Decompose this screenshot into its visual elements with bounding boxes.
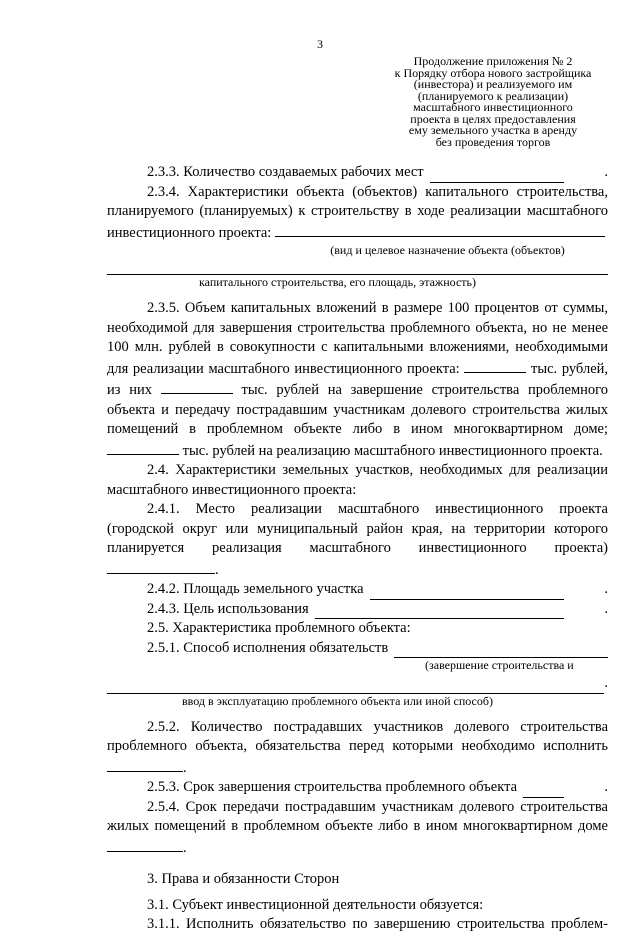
clause-text: 2.5.1. Способ исполнения обязательств [147,639,389,656]
field-caption: (вид и целевое назначение объекта (объектов) [330,243,565,257]
clause-text: тыс. рублей на реализацию масштабного инвестиционного проекта. [182,442,603,459]
clause-2-4-1: 2.4.1. Место реализации масштабного инвестиционного проекта (городской округ или муниципальный район края, на территории которого планируется реализация масштабного инвестиционного проекта) . [107,501,608,578]
header-line: (инвестора) и реализуемого им [413,77,573,91]
blank-row: . [107,674,608,694]
blank-line [430,168,565,183]
blank-line [107,757,183,772]
clause-text: 2.4.1. Место реализации масштабного инвестиционного проекта (городской округ или муниципальный район края, на территории которого планируется реализация масштабного инвестиционного проекта) [107,501,608,556]
blank-line [107,440,179,455]
blank-line [315,604,565,619]
header-line: (планируемого к реализации) [417,88,569,103]
blank-line [107,261,608,275]
blank-line [370,585,565,600]
blank-line [107,837,183,852]
clause-2-5-3: 2.5.3. Срок завершения строительства проблемного объекта . [107,778,608,798]
clause-text: 2.5.2. Количество пострадавших участников долевого строительства проблемного объекта, обязательства перед которыми необходимо исполнить [107,718,608,754]
blank-line [394,643,608,658]
section-3-title: 3. Права и обязанности Сторон [147,871,340,887]
field-caption: ввод в эксплуатацию проблемного объекта или иной способ) [182,693,493,708]
blank-line [107,559,215,574]
clause-text: 2.5.3. Срок завершения строительства проблемного объекта [147,779,518,795]
blank-line [464,358,526,373]
header-line: к Порядку отбора нового застройщика [394,65,592,80]
clause-text: 2.4.3. Цель использования [147,600,309,617]
clause-text: 2.5.4. Срок передачи пострадавшим участникам долевого строительства жилых помещений в проблемном объекте либо в ином многоквартирном доме [107,798,608,834]
field-caption: (завершение строительства и [425,658,574,672]
clause-3-1: 3.1. Субъект инвестиционной деятельности обязуется: [147,896,484,913]
clause-2-3-5 [107,299,608,461]
document-body [107,163,608,935]
clause-2-3-3: 2.3.3. Количество создаваемых рабочих мест . [107,163,608,183]
clause-3-1-1: 3.1.1. Исполнить обязательство по завершению строительства проблем- [147,916,608,932]
clause-text: тыс. рублей на завершение строительства проблемного объекта и передачу пострадавшим участникам долевого строительства жилых помещений в проблемном объекте либо в ином многоквартирном доме; [107,382,608,437]
header-line: проекта в целях предоставления [410,111,576,126]
header-line: Продолжение приложения № 2 [413,54,573,68]
clause-text: 2.4.2. Площадь земельного участка [147,581,364,597]
header-line: масштабного инвестиционного [413,100,573,114]
clause-text: тыс. рублей, из них [107,360,609,398]
clause-text: 2.3.4. Характеристики объекта (объектов) капитального строительства, планируемого (планируемых) к строительству в ходе реализации масштабного инвестиционного проекта: [107,183,608,241]
clause-2-4-3: 2.4.3. Цель использования . [107,600,608,620]
header-line: без проведения торгов [435,134,551,149]
clause-text: 2.3.5. Объем капитальных вложений в размере 100 процентов от суммы, необходимой для завершения строительства проблемного объекта, но не менее 100 млн. рублей в совокупности с капитальными вложениями, необходимыми для реализации масштабного инвестиционного проекта: [107,300,608,377]
clause-2-5-4: 2.5.4. Срок передачи пострадавшим участникам долевого строительства жилых помещений в проблемном объекте либо в ином многоквартирном доме . [107,798,608,856]
blank-line [523,783,564,798]
clause-2-3-4 [107,183,608,244]
clause-2-5: 2.5. Характеристика проблемного объекта: [147,620,411,636]
page-number: 3 [317,37,323,51]
blank-line [161,379,233,394]
clause-2-5-1 [107,639,608,659]
clause-2-4: 2.4. Характеристики земельных участков, необходимых для реализации масштабного инвестиционного проекта: [107,462,608,498]
clause-text: 2.3.3. Количество создаваемых рабочих мест [147,164,424,180]
blank-line [275,222,605,237]
clause-2-5-2: 2.5.2. Количество пострадавших участников долевого строительства проблемного объекта, обязательства перед которыми необходимо исполнить . [107,718,608,776]
appendix-header [368,56,618,148]
field-caption: капитального строительства, его площадь, этажность) [199,275,476,289]
blank-line [107,679,604,694]
header-line: ему земельного участка в аренду [408,123,578,137]
clause-2-4-2: 2.4.2. Площадь земельного участка . [107,580,608,600]
